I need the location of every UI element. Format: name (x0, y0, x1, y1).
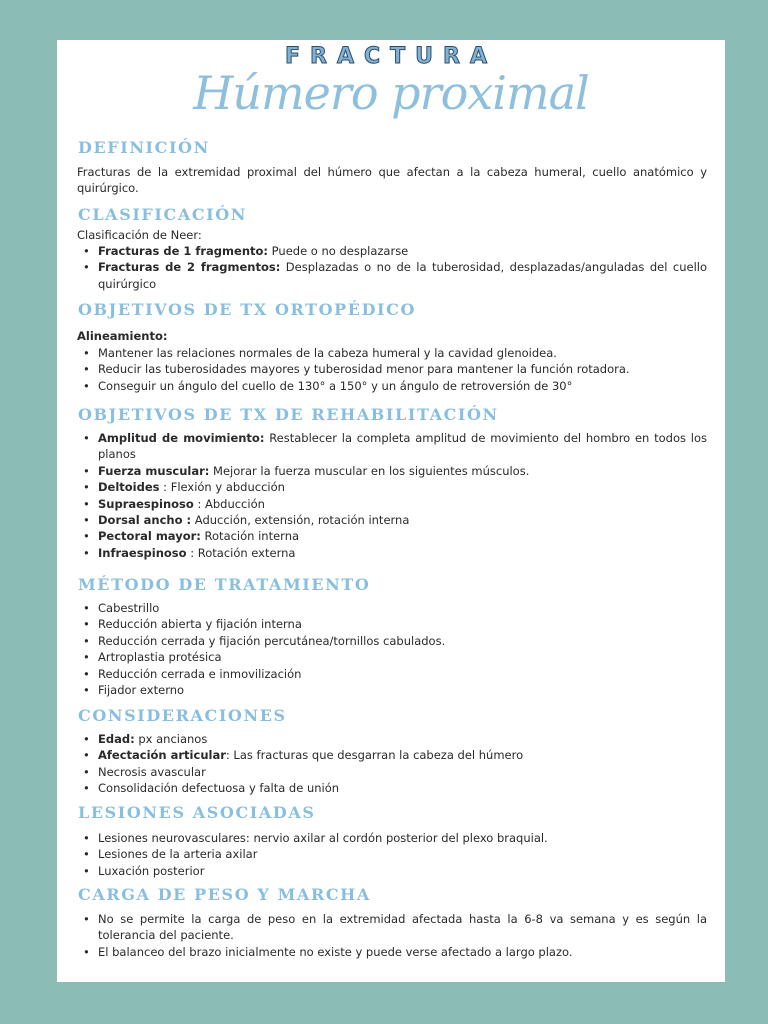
list-item: • Reducción cerrada y fijación percutánea/tornillos cabulados. (98, 633, 707, 649)
list-item: • Consolidación defectuosa y falta de unión (98, 780, 707, 796)
list-item: • Deltoides : Flexión y abducción (98, 479, 707, 495)
section-heading-definicion: DEFINICIÓN (78, 138, 210, 157)
section-heading-clasificacion: CLASIFICACIÓN (78, 205, 248, 224)
list-item: • Dorsal ancho : Aducción, extensión, rotación interna (98, 512, 707, 528)
section-heading-lesiones: LESIONES ASOCIADAS (78, 803, 316, 822)
definicion-text: Fracturas de la extremidad proximal del húmero que afectan a la cabeza humeral, cuello anatómico y quirúrgico. (77, 165, 707, 196)
list-item: • Fracturas de 2 fragmentos: Desplazadas o no de la tuberosidad, desplazadas/anguladas del cuello quirúrgico (98, 259, 707, 292)
list-item: • Necrosis avascular (98, 764, 707, 780)
section-heading-rehabilitacion: OBJETIVOS DE TX DE REHABILITACIÓN (78, 405, 499, 424)
page-title: Húmero proximal (193, 66, 589, 120)
list-item: • Artroplastia protésica (98, 649, 707, 665)
document-page (57, 40, 725, 982)
metodo-list (77, 600, 707, 698)
list-item: • Afectación articular: Las fracturas que desgarran la cabeza del húmero (98, 747, 707, 763)
list-item: • Fuerza muscular: Mejorar la fuerza muscular en los siguientes músculos. (98, 463, 707, 479)
carga-list (77, 911, 707, 960)
section-heading-consideraciones: CONSIDERACIONES (78, 706, 287, 725)
section-heading-metodo: MÉTODO DE TRATAMIENTO (78, 575, 371, 594)
clasificacion-list (77, 243, 707, 292)
list-item: • Luxación posterior (98, 863, 707, 879)
list-item: • Fracturas de 1 fragmento: Puede o no desplazarse (98, 243, 707, 259)
list-item: • Amplitud de movimiento: Restablecer la completa amplitud de movimiento del hombro en todos los planos (98, 430, 707, 463)
ortopedico-list (77, 345, 707, 394)
list-item: • No se permite la carga de peso en la extremidad afectada hasta la 6-8 va semana y es según la tolerancia del paciente. (98, 911, 707, 944)
list-item: • Cabestrillo (98, 600, 707, 616)
list-item: • Fijador externo (98, 682, 707, 698)
section-heading-ortopedico: OBJETIVOS DE TX ORTOPÉDICO (78, 300, 416, 319)
list-item: • Conseguir un ángulo del cuello de 130° a 150° y un ángulo de retroversión de 30° (98, 378, 707, 394)
lesiones-list (77, 830, 707, 879)
list-item: • Lesiones de la arteria axilar (98, 846, 707, 862)
rehabilitacion-list (77, 430, 707, 561)
list-item: • Edad: px ancianos (98, 731, 707, 747)
kicker-title: FRACTURA (285, 44, 497, 69)
list-item: • Supraespinoso : Abducción (98, 496, 707, 512)
list-item: • Reducción cerrada e inmovilización (98, 666, 707, 682)
clasificacion-intro: Clasificación de Neer: (77, 228, 202, 242)
consideraciones-list (77, 731, 707, 797)
ortopedico-intro: Alineamiento: (77, 329, 168, 343)
section-heading-carga: CARGA DE PESO Y MARCHA (78, 885, 371, 904)
list-item: • Reducción abierta y fijación interna (98, 616, 707, 632)
list-item: • Reducir las tuberosidades mayores y tuberosidad menor para mantener la función rotadora. (98, 361, 707, 377)
list-item: • Pectoral mayor: Rotación interna (98, 528, 707, 544)
list-item: • Mantener las relaciones normales de la cabeza humeral y la cavidad glenoidea. (98, 345, 707, 361)
list-item: • Lesiones neurovasculares: nervio axilar al cordón posterior del plexo braquial. (98, 830, 707, 846)
list-item: • El balanceo del brazo inicialmente no existe y puede verse afectado a largo plazo. (98, 944, 707, 960)
list-item: • Infraespinoso : Rotación externa (98, 545, 707, 561)
